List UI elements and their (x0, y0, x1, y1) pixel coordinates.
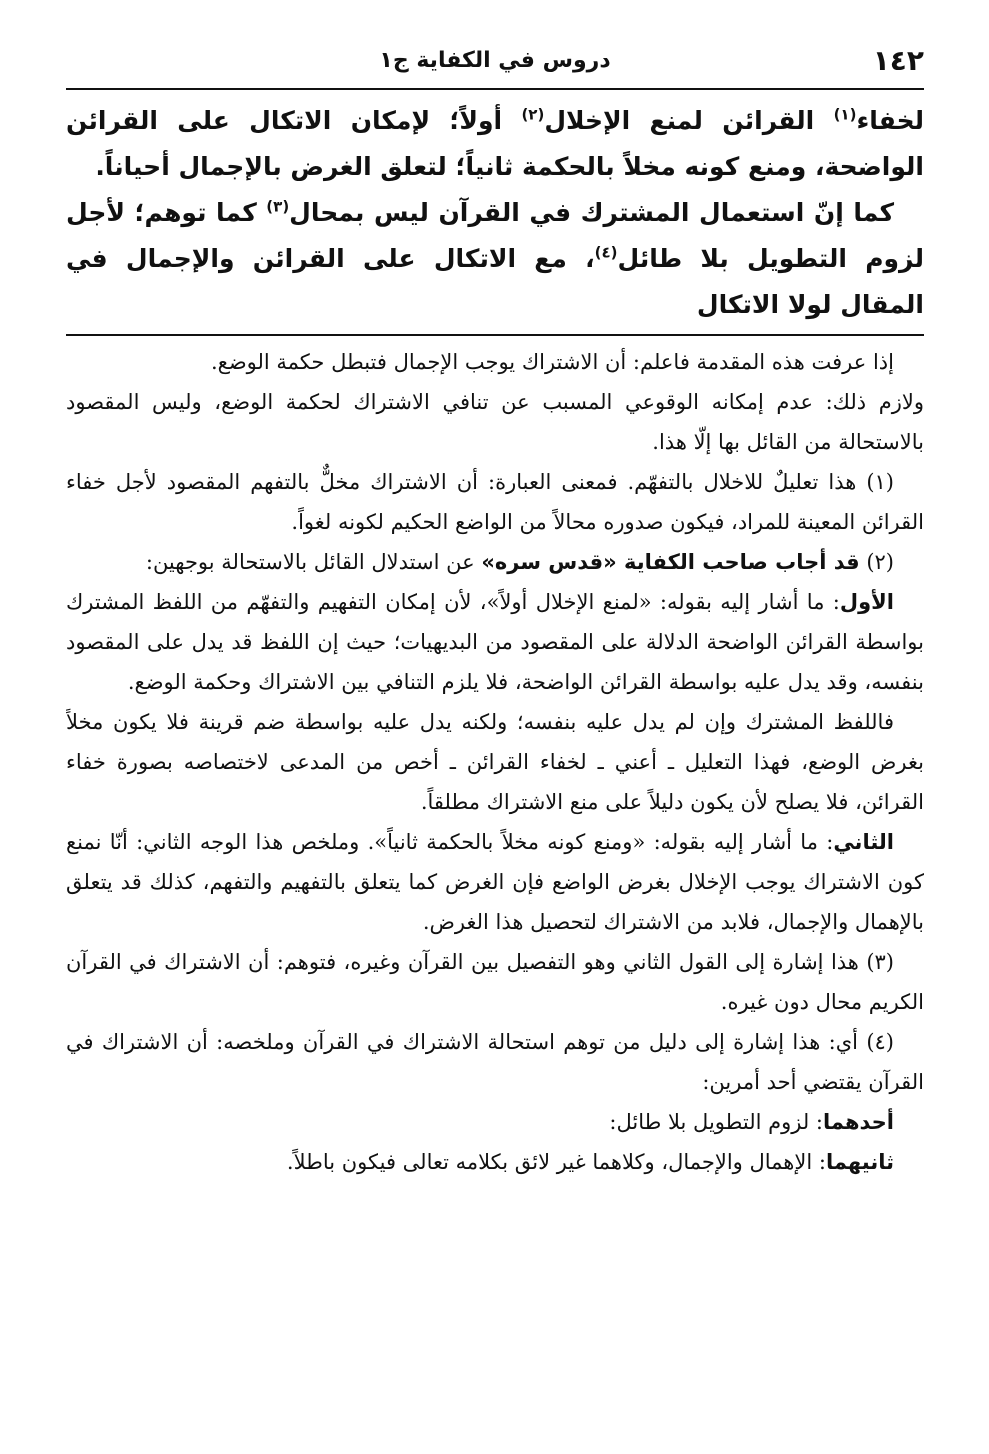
page-number: ١٤٢ (872, 44, 924, 77)
main-text-segment: ، مع الاتكال على القرائن والإجمال في المقال لولا الاتكال (66, 244, 924, 319)
footnote-2-first-answer (66, 582, 924, 702)
item-2-label: ثانيهما (825, 1150, 894, 1174)
main-text-segment: كما توهم؛ لأجل لزوم التطويل بلا طائل (66, 198, 924, 273)
footnote-3: (٣) هذا إشارة إلى القول الثاني وهو التفصيل بين القرآن وغيره، فتوهم: أن الاشتراك في القرآن الكريم محال دون غيره. (66, 950, 924, 1014)
second-answer-label: الثاني (833, 830, 894, 854)
footnote-continuation: إذا عرفت هذه المقدمة فاعلم: أن الاشتراك يوجب الإجمال فتبطل حكمة الوضع. (210, 350, 894, 374)
item-1-text: : لزوم التطويل بلا طائل: (609, 1110, 823, 1134)
main-text-segment: لخفاء (856, 106, 924, 135)
second-answer-text: : ما أشار إليه بقوله: «ومنع كونه مخلاً بالحكمة ثانياً». وملخص هذا الوجه الثاني: أنّا نمنع كون الاشتراك يوجب الإخلال بغرض الواضع فإن الغرض كما يتعلق بالتفهيم والتفهم، كذلك قد يتعلق بالإهمال والإجمال، فلابد من الاشتراك لتحصيل هذا الغرض. (66, 830, 924, 934)
main-text-segment: أولاً؛ لإمكان الاتكال على القرائن الواضحة، ومنع كونه مخلاً بالحكمة ثانياً؛ لتعلق الغرض بالإجمال أحياناً. (66, 106, 924, 181)
footnote-2-second-answer (66, 822, 924, 942)
main-paragraph-1 (66, 98, 924, 190)
footnote-text: عن استدلال القائل بالاستحالة بوجهين: (145, 550, 482, 574)
main-text-segment: القرائن لمنع الإخلال (544, 106, 834, 135)
first-answer-text: : ما أشار إليه بقوله: «لمنع الإخلال أولاً»، لأن إمكان التفهيم والتفهّم من اللفظ المشترك بواسطة القرائن الواضحة الدلالة على المقصود من البديهيات؛ حيث إن اللفظ قد يدل على المقصود بنفسه، وقد يدل عليه بواسطة القرائن الواضحة، فلا يلزم التنافي بين الاشتراك وحكمة الوضع. (66, 590, 924, 694)
footnote-number: (٢) (859, 550, 894, 574)
footnote-ref-2: (٢) (521, 105, 545, 124)
main-text (66, 98, 924, 328)
footnote-4-item-1 (66, 1102, 924, 1142)
footnote-2 (66, 542, 924, 582)
item-1-label: أحدهما (823, 1110, 894, 1134)
main-paragraph-2 (66, 190, 924, 328)
footnote-4-item-2 (66, 1142, 924, 1182)
first-answer-label: الأول (839, 590, 894, 614)
footnote-1: (١) هذا تعليلٌ للاخلال بالتفهّم. فمعنى العبارة: أن الاشتراك مخلٌّ بالتفهم المقصود لأجل خفاء القرائن المعينة للمراد، فيكون صدوره محالاً من الواضع الحكيم لكونه لغواً. (66, 470, 924, 534)
footnote-bold-text: قد أجاب صاحب الكفاية «قدس سره» (481, 550, 860, 574)
footnotes (66, 342, 924, 1182)
footnote-ref-4: (٤) (594, 243, 618, 262)
page-header (66, 40, 924, 90)
footnote-divider (66, 334, 924, 336)
main-text-segment: كما إنّ استعمال المشترك في القرآن ليس بمحال (289, 198, 895, 227)
footnote-ref-1: (١) (833, 105, 857, 124)
footnote-continuation: ولازم ذلك: عدم إمكانه الوقوعي المسبب عن تنافي الاشتراك لحكمة الوضع، وليس المقصود بالاستحالة من القائل بها إلّا هذا. (66, 390, 924, 454)
item-2-text: : الإهمال والإجمال، وكلاهما غير لائق بكلامه تعالى فيكون باطلاً. (286, 1150, 826, 1174)
running-title: دروس في الكفاية ج١ (379, 48, 611, 73)
footnote-2-first-answer-continued: فاللفظ المشترك وإن لم يدل عليه بنفسه؛ ولكنه يدل عليه بواسطة ضم قرينة فلا يكون مخلاً بغرض الوضع، فهذا التعليل ـ أعني ـ لخفاء القرائن ـ أخص من المدعى لاختصاصه بصورة خفاء القرائن، فلا يصلح لأن يكون دليلاً على منع الاشتراك مطلقاً. (66, 710, 924, 814)
footnote-ref-3: (٣) (266, 197, 290, 216)
footnote-4: (٤) أي: هذا إشارة إلى دليل من توهم استحالة الاشتراك في القرآن وملخصه: أن الاشتراك في القرآن يقتضي أحد أمرين: (66, 1030, 924, 1094)
book-page (66, 40, 924, 1435)
